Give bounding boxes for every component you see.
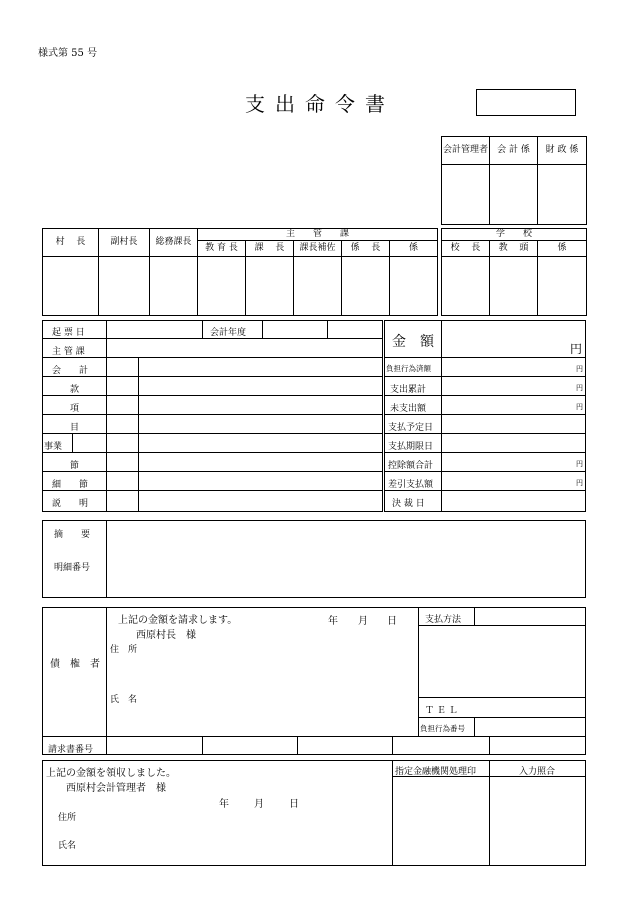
details-frame: [42, 320, 383, 512]
label-invoice-number: 請求書番号: [48, 745, 94, 755]
label-receipt-name: 氏名: [58, 841, 77, 851]
label-summary: 摘 要: [54, 530, 91, 540]
label-account: 会 計: [52, 366, 89, 376]
unit-yen: 円: [576, 403, 583, 411]
header-vice-mayor: 副村長: [99, 229, 150, 257]
unit-yen: 円: [576, 365, 583, 373]
stamp-box: [476, 89, 576, 116]
stamp-cell: [43, 257, 99, 316]
claim-day: 日: [387, 616, 397, 627]
label-receipt-address: 住所: [58, 813, 77, 823]
stamp-cell: [442, 257, 490, 316]
claim-month: 月: [358, 616, 368, 627]
receipt-month: 月: [254, 799, 264, 810]
label-creditor: 債 権 者: [50, 659, 100, 670]
label-unpaid: 未支出額: [390, 404, 427, 414]
header-general-affairs: 総務課長: [150, 229, 198, 257]
amount-yen-unit: 円: [570, 342, 583, 356]
stamp-cell: [246, 257, 294, 316]
label-committed-amount: 負担行為済額: [386, 364, 431, 373]
approval-main-table: [42, 228, 438, 316]
label-moku: 目: [70, 423, 80, 433]
receipt-statement: 上記の金額を領収しました。: [46, 768, 176, 779]
header-school-clerk: 係: [538, 241, 587, 257]
label-amount: 金 額: [392, 334, 434, 350]
claim-statement: 上記の金額を請求します。: [118, 615, 238, 626]
claim-year: 年: [328, 616, 338, 627]
header-deputy-chief: 課長補佐: [294, 241, 342, 257]
label-cumulative: 支出累計: [390, 385, 427, 395]
creditor-frame: [42, 607, 586, 755]
label-deadline: 支払期限日: [388, 442, 434, 452]
unit-yen: 円: [576, 479, 583, 487]
header-school: 学 校: [442, 229, 587, 241]
header-accounting-clerk: 会 計 係: [490, 137, 538, 165]
label-net-payment: 差引支払額: [388, 480, 434, 490]
form-number: 様式第 55 号: [38, 48, 98, 59]
stamp-cell: [490, 165, 538, 225]
header-clerk: 係: [390, 241, 438, 257]
stamp-cell: [150, 257, 198, 316]
label-commitment-number: 負担行為番号: [420, 724, 465, 733]
label-scheduled-date: 支払予定日: [388, 423, 434, 433]
label-payment-method: 支払方法: [425, 615, 462, 625]
claim-addressee: 西原村長 様: [136, 630, 196, 641]
label-detail-number: 明細番号: [54, 563, 91, 573]
label-approval-date: 決 裁 日: [392, 499, 425, 509]
label-sub-setsu: 細 節: [52, 480, 89, 490]
approval-right-table: [441, 136, 587, 225]
receipt-day: 日: [289, 799, 299, 810]
label-input-check: 入力照合: [519, 767, 556, 777]
header-department: 主 管 課: [198, 229, 438, 241]
receipt-year: 年: [219, 799, 229, 810]
page-title: 支出命令書: [245, 92, 395, 116]
header-superintendent: 教 育 長: [198, 241, 246, 257]
label-description: 説 明: [52, 499, 89, 509]
header-section-chief: 課 長: [246, 241, 294, 257]
approval-school-table: [441, 228, 587, 316]
header-finance-clerk: 財 政 係: [538, 137, 587, 165]
label-kan: 款: [70, 385, 80, 395]
label-setsu: 節: [70, 461, 80, 471]
unit-yen: 円: [576, 460, 583, 468]
unit-yen: 円: [576, 384, 583, 392]
stamp-cell: [538, 165, 587, 225]
header-accountant: 会計管理者: [442, 137, 490, 165]
label-voucher-date: 起 票 日: [52, 328, 85, 338]
label-tel: Ｔ Ｅ Ｌ: [425, 706, 458, 716]
label-deductions: 控除額合計: [388, 461, 434, 471]
label-department: 主 管 課: [52, 347, 85, 357]
stamp-cell: [294, 257, 342, 316]
stamp-cell: [390, 257, 438, 316]
label-bank-stamp: 指定金融機関処理印: [395, 767, 477, 777]
label-creditor-address: 住 所: [110, 645, 138, 655]
stamp-cell: [342, 257, 390, 316]
summary-frame: [42, 520, 586, 598]
header-vice-principal: 教 頭: [490, 241, 538, 257]
label-kou: 項: [70, 404, 80, 414]
receipt-addressee: 西原村会計管理者 様: [66, 783, 166, 794]
label-project: 事業: [44, 442, 63, 452]
label-creditor-name: 氏 名: [110, 695, 138, 705]
stamp-cell: [490, 257, 538, 316]
header-principal: 校 長: [442, 241, 490, 257]
stamp-cell: [99, 257, 150, 316]
header-mayor: 村 長: [43, 229, 99, 257]
header-unit-chief: 係 長: [342, 241, 390, 257]
label-fiscal-year: 会計年度: [210, 328, 247, 338]
stamp-cell: [198, 257, 246, 316]
stamp-cell: [538, 257, 587, 316]
stamp-cell: [442, 165, 490, 225]
